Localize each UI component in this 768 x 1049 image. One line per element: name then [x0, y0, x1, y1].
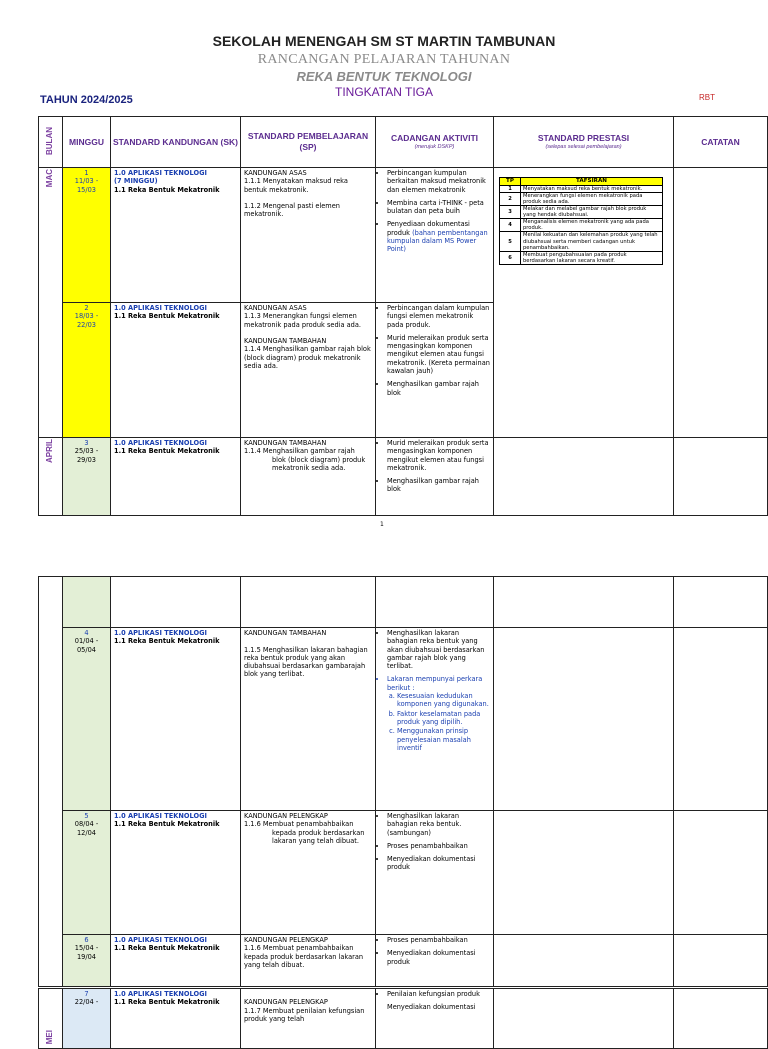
month-april: APRIL [39, 438, 63, 516]
week-6: 6 15/04 - 19/04 [63, 935, 111, 987]
col-sk: STANDARD KANDUNGAN (SK) [111, 117, 241, 168]
prestasi-cell [494, 989, 674, 1049]
plan-table-page-2 [38, 576, 768, 987]
subject-code: RBT [699, 93, 715, 102]
prestasi-cell [494, 628, 674, 811]
catatan-cell [674, 168, 768, 438]
activity-cell: • Menghasilkan lakaran bahagian reka bentuk. (sambungan) • Proses penambahbaikan • Menyediakan dokumentasi produk [376, 811, 494, 935]
sp-cell: KANDUNGAN ASAS 1.1.1 Menyatakan maksud reka bentuk mekatronik. 1.1.2 Mengenal pasti elemen mekatronik. [241, 168, 376, 303]
sk-cell: 1.0 APLIKASI TEKNOLOGI 1.1 Reka Bentuk Mekatronik [111, 303, 241, 438]
table-row [39, 168, 768, 303]
col-bulan: BULAN [39, 117, 63, 168]
table-row [39, 811, 768, 935]
plan-table-page-2-tail [38, 988, 768, 1049]
catatan-cell [674, 438, 768, 516]
level-title: TINGKATAN TIGA [334, 85, 433, 99]
plan-table-page-1 [38, 116, 768, 516]
catatan-cell [674, 811, 768, 935]
col-aktiviti: CADANGAN AKTIVITI (merujuk DSKP) [376, 117, 494, 168]
week-4: 4 01/04 - 05/04 [63, 628, 111, 811]
sp-cell: KANDUNGAN PELENGKAP 1.1.6 Membuat penambahbaikan kepada produk berdasarkan lakaran yang telah dibuat. [241, 811, 376, 935]
activity-cell: • Perbincangan dalam kumpulan fungsi elemen mekatronik pada produk. • Murid meleraikan produk serta mengasingkan komponen mengikut elemen atau fungsi mekatronik. (Kereta permainan kawalan jauh) • Menghasilkan gambar rajah blok [376, 303, 494, 438]
sk-cell: 1.0 APLIKASI TEKNOLOGI (7 MINGGU) 1.1 Reka Bentuk Mekatronik [111, 168, 241, 303]
col-prestasi: STANDARD PRESTASI (selepas selesai pembelajaran) [494, 117, 674, 168]
school-name: SEKOLAH MENENGAH SM ST MARTIN TAMBUNAN [212, 33, 556, 49]
activity-cell: • Perbincangan kumpulan berkaitan maksud mekatronik dan elemen mekatronik • Membina carta i-THINK - peta bulatan dan peta buih • Penyediaan dokumentasi produk (bahan pembentangan kumpulan dalam MS Power Point) [376, 168, 494, 303]
prestasi-cell [494, 438, 674, 516]
sk-cell: 1.0 APLIKASI TEKNOLOGI 1.1 Reka Bentuk Mekatronik [111, 628, 241, 811]
table-row [39, 577, 768, 628]
col-sp: STANDARD PEMBELAJARAN (SP) [241, 117, 376, 168]
week-3: 3 25/03 - 29/03 [63, 438, 111, 516]
sp-cell: KANDUNGAN PELENGKAP 1.1.7 Membuat penilaian kefungsian produk yang telah [241, 989, 376, 1049]
week-continued [63, 577, 111, 628]
table-row [39, 438, 768, 516]
sp-cell: KANDUNGAN TAMBAHAN 1.1.4 Menghasilkan gambar rajah blok (block diagram) produk mekatronik sedia ada. [241, 438, 376, 516]
month-april-cont [39, 577, 63, 987]
sp-cell: KANDUNGAN ASAS 1.1.3 Menerangkan fungsi elemen mekatronik pada produk sedia ada. KANDUNGAN TAMBAHAN 1.1.4 Menghasilkan gambar rajah blok (block diagram) produk mekatronik sedia ada. [241, 303, 376, 438]
table-row [39, 628, 768, 811]
catatan-cell [674, 989, 768, 1049]
sk-cell: 1.0 APLIKASI TEKNOLOGI 1.1 Reka Bentuk Mekatronik [111, 935, 241, 987]
page-number: 1 [380, 521, 384, 528]
month-mei: MEI [39, 989, 63, 1049]
sk-cell: 1.0 APLIKASI TEKNOLOGI 1.1 Reka Bentuk Mekatronik [111, 438, 241, 516]
catatan-cell [674, 935, 768, 987]
table-row [39, 935, 768, 987]
col-minggu: MINGGU [63, 117, 111, 168]
subject-title: REKA BENTUK TEKNOLOGI [296, 69, 472, 84]
activity-cell: • Proses penambahbaikan • Menyediakan dokumentasi produk [376, 935, 494, 987]
sp-cell: KANDUNGAN TAMBAHAN 1.1.5 Menghasilkan lakaran bahagian reka bentuk produk yang akan diubahsuai berdasarkan gambarajah blok yang terlibat. [241, 628, 376, 811]
activity-cell: • Murid meleraikan produk serta mengasingkan komponen mengikut elemen atau fungsi mekatronik. • Menghasilkan gambar rajah blok [376, 438, 494, 516]
prestasi-cell [494, 168, 674, 438]
sk-cell: 1.0 APLIKASI TEKNOLOGI 1.1 Reka Bentuk Mekatronik [111, 811, 241, 935]
activity-cell: • Menghasilkan lakaran bahagian reka bentuk yang akan diubahsuai berdasarkan gambar rajah blok yang terlibat. • Lakaran mempunyai perkara berikut : a. Kesesuaian kedudukan komponen yang digunakan. b. Faktor keselamatan pada produk yang dipilih. c. Menggunakan prinsip penyelesaian masalah inventif [376, 628, 494, 811]
year-label: TAHUN 2024/2025 [40, 94, 133, 106]
activity-cell: • Penilaian kefungsian produk Menyediakan dokumentasi [376, 989, 494, 1049]
month-mac: MAC [39, 168, 63, 438]
prestasi-cell [494, 935, 674, 987]
table-row [39, 989, 768, 1049]
week-1: 1 11/03 - 15/03 [63, 168, 111, 303]
week-5: 5 08/04 - 12/04 [63, 811, 111, 935]
catatan-cell [674, 628, 768, 811]
plan-title: RANCANGAN PELAJARAN TAHUNAN [257, 52, 511, 67]
week-7: 7 22/04 - [63, 989, 111, 1049]
col-catatan: CATATAN [674, 117, 768, 168]
sp-cell: KANDUNGAN PELENGKAP 1.1.6 Membuat penambahbaikan kepada produk berdasarkan lakaran yang telah dibuat. [241, 935, 376, 987]
sk-cell: 1.0 APLIKASI TEKNOLOGI 1.1 Reka Bentuk Mekatronik [111, 989, 241, 1049]
week-2: 2 18/03 - 22/03 [63, 303, 111, 438]
prestasi-cell [494, 811, 674, 935]
tp-table: TP TAFSIRAN 1 Menyatakan maksud reka bentuk mekatronik. 2 Menerangkan fungsi elemen mekatronik pada produk sedia ada. 3 Melakar dan melabel gambar rajah blok produk yang hendak diubahsuai. 4 Menganalisis elemen mekatronik yang ada pada produk. 5 Menilai kekuatan dan kelemahan produk yang telah diubahsuai serta memberi cadangan untuk penambahbaikan. 6 Membuat pengubahsuaian pada produk berdasarkan lakaran secara kreatif. [499, 177, 663, 265]
